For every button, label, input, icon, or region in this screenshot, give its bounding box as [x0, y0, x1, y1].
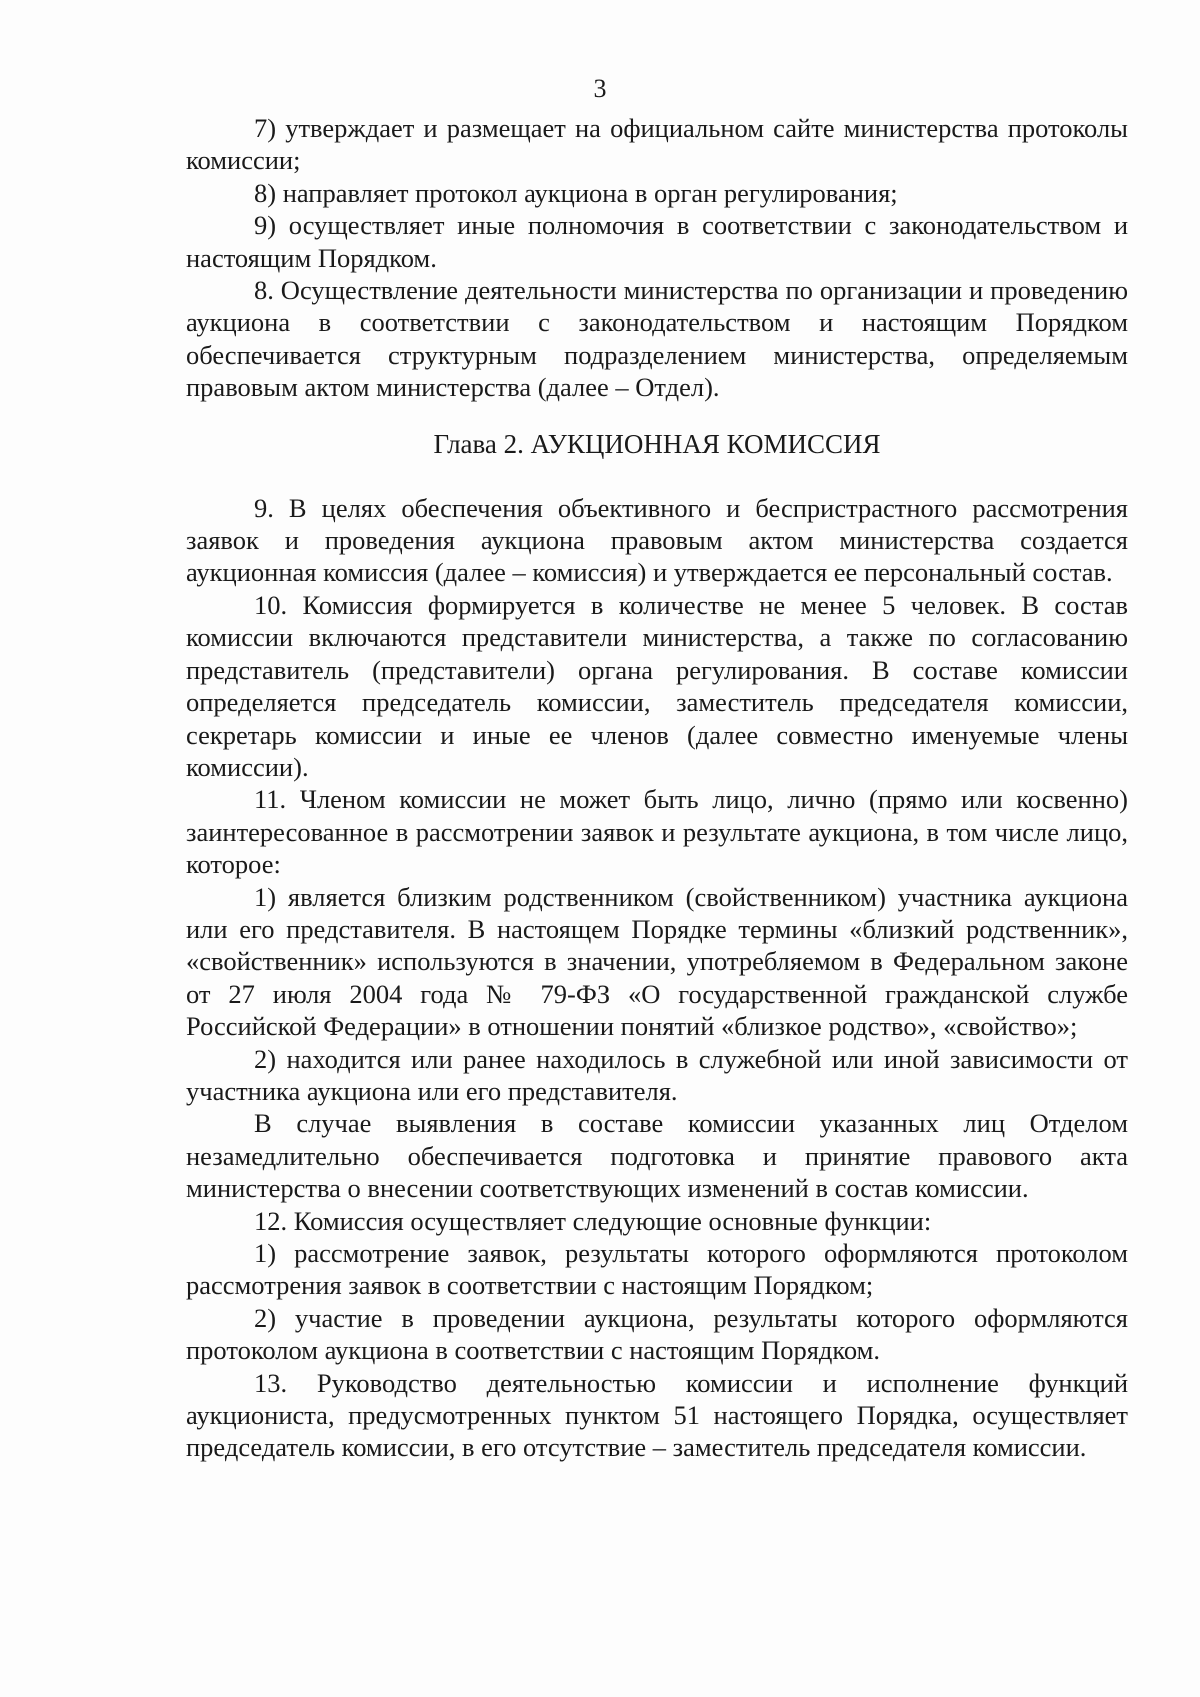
paragraph-clause-11-item-1: 1) является близким родственником (свойственником) участника аукциона или его представителя. В настоящем Порядке термины «близкий родственник», «свойственник» используются в значении, употребляемом в Федеральном законе от 27 июля 2004 года № 79-ФЗ «О государственной гражданской службе Российской Федерации» в отношении понятий «близкое родство», «свойство»;: [186, 881, 1128, 1042]
paragraph-clause-11-note: В случае выявления в составе комиссии указанных лиц Отделом незамедлительно обеспечивается подготовка и принятие правового акта министерства о внесении соответствующих изменений в состав комиссии.: [186, 1108, 1128, 1204]
document-body: [186, 112, 1128, 1464]
paragraph-clause-12-item-2: 2) участие в проведении аукциона, результаты которого оформляются протоколом аукциона в соответствии с настоящим Порядком.: [186, 1302, 1128, 1366]
paragraph-clause-10: 10. Комиссия формируется в количестве не менее 5 человек. В состав комиссии включаются представители министерства, а также по согласованию представитель (представители) органа регулирования. В составе комиссии определяется председатель комиссии, заместитель председателя комиссии, секретарь комиссии и иные ее членов (далее совместно именуемые члены комиссии).: [186, 589, 1128, 782]
paragraph-clause-11-item-2: 2) находится или ранее находилось в служебной или иной зависимости от участника аукциона или его представителя.: [186, 1043, 1128, 1106]
paragraph-clause-8: 8. Осуществление деятельности министерства по организации и проведению аукциона в соответствии с законодательством и настоящим Порядком обеспечивается структурным подразделением министерства, определяемым правовым актом министерства (далее – Отдел).: [186, 275, 1128, 403]
paragraph-item-8: 8) направляет протокол аукциона в орган регулирования;: [254, 177, 898, 208]
paragraph-item-9: 9) осуществляет иные полномочия в соответствии с законодательством и настоящим Порядком.: [186, 210, 1128, 273]
paragraph-item-7: 7) утверждает и размещает на официальном сайте министерства протоколы комиссии;: [186, 113, 1128, 176]
paragraph-clause-9: 9. В целях обеспечения объективного и беспристрастного рассмотрения заявок и проведения аукциона правовым актом министерства создается аукционная комиссия (далее – комиссия) и утверждается ее персональный состав.: [186, 492, 1128, 588]
chapter-heading: Глава 2. АУКЦИОННАЯ КОМИССИЯ: [433, 428, 881, 459]
paragraph-clause-12-item-1: 1) рассмотрение заявок, результаты которого оформляются протоколом рассмотрения заявок в соответствии с настоящим Порядком;: [186, 1238, 1128, 1301]
paragraph-clause-13: 13. Руководство деятельностью комиссии и исполнение функций аукциониста, предусмотренных пунктом 51 настоящего Порядка, осуществляет председатель комиссии, в его отсутствие – заместитель председателя комиссии.: [186, 1367, 1128, 1463]
paragraph-clause-12: 12. Комиссия осуществляет следующие основные функции:: [254, 1205, 932, 1236]
paragraph-clause-11: 11. Членом комиссии не может быть лицо, лично (прямо или косвенно) заинтересованное в рассмотрении заявок и результате аукциона, в том числе лицо, которое:: [186, 784, 1128, 880]
page-number: 3: [593, 74, 607, 103]
